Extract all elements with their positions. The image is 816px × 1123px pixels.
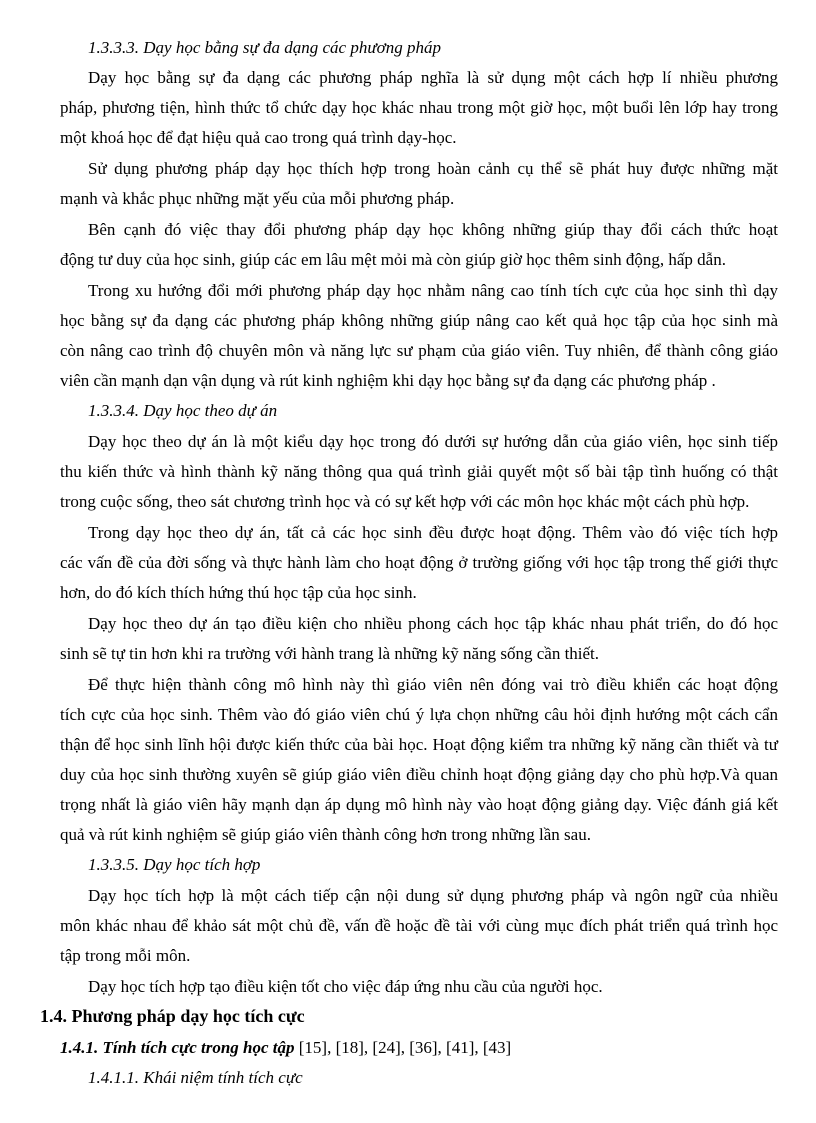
text-line: trọng nhất là giáo viên hãy mạnh dạn áp dụng mô hình này vào hoạt động giảng dạy. Việc đánh giá kết <box>60 795 778 814</box>
text-line: Dạy học tích hợp tạo điều kiện tốt cho việc đáp ứng nhu cầu của người học. <box>88 977 603 996</box>
text-line: pháp, phương tiện, hình thức tổ chức dạy học khác nhau trong một giờ học, một buổi lên lớp hay trong <box>60 98 778 117</box>
section-heading-1-4: 1.4. Phương pháp dạy học tích cực <box>40 1006 305 1026</box>
heading-title: 1.4.1. Tính tích cực trong học tập <box>60 1038 295 1057</box>
text-line: Trong xu hướng đổi mới phương pháp dạy học nhằm nâng cao tính tích cực của học sinh thì dạy <box>88 281 778 300</box>
text-line: Trong dạy học theo dự án, tất cả các học sinh đều được hoạt động. Thêm vào đó việc tích hợp <box>88 523 778 542</box>
text-line: còn nâng cao trình độ chuyên môn và năng lực sư phạm của giáo viên. Tuy nhiên, để thành công giáo <box>60 341 778 360</box>
text-line: một khoá học để đạt hiệu quả cao trong quá trình dạy-học. <box>60 128 457 147</box>
text-line: hơn, do đó kích thích hứng thú học tập của học sinh. <box>60 583 417 602</box>
subheading-1-3-3-3: 1.3.3.3. Dạy học bằng sự đa dạng các phương pháp <box>88 38 441 57</box>
text-line: Dạy học theo dự án tạo điều kiện cho nhiều phong cách học tập khác nhau phát triển, do đó học <box>88 614 778 633</box>
text-line: viên cần mạnh dạn vận dụng và rút kinh nghiệm khi dạy học bằng sự đa dạng các phương pháp . <box>60 371 716 390</box>
text-line: động tư duy của học sinh, giúp các em lâu mệt mỏi mà còn giúp giờ học thêm sinh động, hấp dẫn. <box>60 250 726 269</box>
text-line: duy của học sinh thường xuyên sẽ giúp giáo viên điều chỉnh hoạt động giảng dạy cho phù hợp.Và quan <box>60 765 778 784</box>
subheading-1-3-3-4: 1.3.3.4. Dạy học theo dự án <box>88 401 278 420</box>
text-line: tập trong mỗi môn. <box>60 946 191 965</box>
text-line: học bằng sự đa dạng các phương pháp không những giúp nâng cao kết quả học tập của học sinh mà <box>60 311 778 330</box>
text-line: Dạy học bằng sự đa dạng các phương pháp nghĩa là sử dụng một cách hợp lí nhiều phương <box>88 68 778 87</box>
text-line: Bên cạnh đó việc thay đổi phương pháp dạy học không những giúp thay đổi cách thức hoạt <box>88 220 778 239</box>
text-line: các vấn đề của đời sống và thực hành làm cho hoạt động ở trường giống với học tập trong thế giới thực <box>60 553 778 572</box>
text-line: tích cực của học sinh. Thêm vào đó giáo viên chú ý lựa chọn những câu hỏi định hướng một cách cẩn <box>60 705 778 724</box>
heading-references: [15], [18], [24], [36], [41], [43] <box>294 1038 512 1057</box>
text-line: mạnh và khắc phục những mặt yếu của mỗi phương pháp. <box>60 189 455 208</box>
section-heading-1-4-1 <box>60 1036 511 1060</box>
subheading-1-4-1-1: 1.4.1.1. Khái niệm tính tích cực <box>88 1068 303 1087</box>
text-line: môn khác nhau để khảo sát một chủ đề, vấn đề hoặc đề tài với cùng mục đích phát triển quá trình học <box>60 916 778 935</box>
text-line: Sử dụng phương pháp dạy học thích hợp trong hoàn cảnh cụ thể sẽ phát huy được những mặt <box>88 159 778 178</box>
text-line: sinh sẽ tự tin hơn khi ra trường với hành trang là những kỹ năng sống cần thiết. <box>60 644 600 663</box>
text-line: trong cuộc sống, theo sát chương trình học và có sự kết hợp với các môn học khác một cách phù hợp. <box>60 492 750 511</box>
text-line: thu kiến thức và hình thành kỹ năng thông qua quá trình giải quyết một số bài tập tình huống có thật <box>60 462 778 481</box>
text-line: thận để học sinh lĩnh hội được kiến thức của bài học. Hoạt động kiểm tra những kỹ năng cần thiết và tư <box>60 735 778 754</box>
text-line: Để thực hiện thành công mô hình này thì giáo viên nên đóng vai trò điều khiển các hoạt động <box>88 675 778 694</box>
text-line: Dạy học tích hợp là một cách tiếp cận nội dung sử dụng phương pháp và ngôn ngữ của nhiều <box>88 886 778 905</box>
text-line: Dạy học theo dự án là một kiểu dạy học trong đó dưới sự hướng dẫn của giáo viên, học sinh tiếp <box>88 432 778 451</box>
text-line: quả và rút kinh nghiệm sẽ giúp giáo viên thành công hơn trong những lần sau. <box>60 825 591 844</box>
subheading-1-3-3-5: 1.3.3.5. Dạy học tích hợp <box>88 855 261 874</box>
